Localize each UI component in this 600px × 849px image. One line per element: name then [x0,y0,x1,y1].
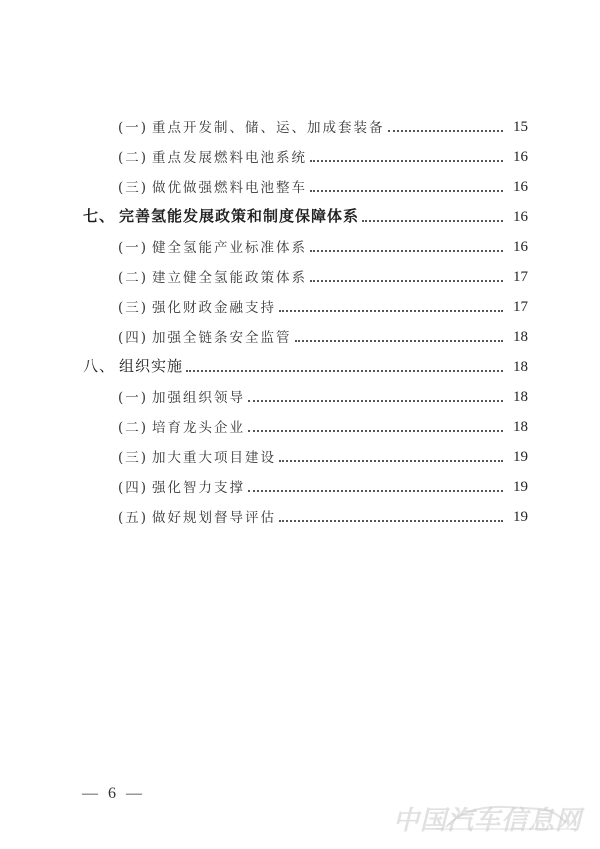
dot-leader [248,490,503,492]
toc-title: 加强组织领导 [152,390,246,406]
dot-leader [388,130,503,132]
toc-row[interactable] [0,502,600,526]
dot-leader [362,220,503,222]
toc-row-section[interactable] [0,352,600,376]
toc-number: 七、 [83,207,116,225]
toc-row[interactable] [0,442,600,466]
toc-number: (三) [118,300,149,316]
dot-leader [248,430,503,432]
toc-number: (二) [118,270,149,286]
toc-page-number: 18 [513,419,528,435]
toc-number: (三) [118,450,149,466]
toc-page-number: 16 [513,149,528,165]
toc-number: (一) [118,240,149,256]
toc-row[interactable] [0,232,600,256]
dot-leader [279,310,503,312]
dot-leader [310,280,503,282]
toc-row[interactable] [0,382,600,406]
toc-page-number: 16 [513,179,528,195]
dot-leader [248,400,503,402]
toc-row[interactable] [0,172,600,196]
toc-row[interactable] [0,142,600,166]
toc-number: 八、 [83,357,116,375]
toc-page-number: 18 [513,329,528,345]
toc-page-number: 17 [513,269,528,285]
toc-row[interactable] [0,112,600,136]
toc-page-number: 16 [513,209,528,225]
toc-row[interactable] [0,472,600,496]
dot-leader [186,370,503,372]
toc-page-number: 19 [513,449,528,465]
toc-number: (一) [118,390,149,406]
toc-title: 强化智力支撑 [152,480,246,496]
toc-row[interactable] [0,262,600,286]
toc-number: (二) [118,420,149,436]
dot-leader [279,460,503,462]
toc-number: (四) [118,330,149,346]
toc-title: 健全氢能产业标准体系 [152,240,308,256]
toc-page-number: 15 [513,119,528,135]
dot-leader [279,520,503,522]
toc-title: 重点发展燃料电池系统 [152,150,308,166]
dot-leader [310,250,503,252]
toc-page-number: 18 [513,389,528,405]
toc-title: 强化财政金融支持 [152,300,277,316]
toc-page-number: 16 [513,239,528,255]
toc-page-number: 18 [513,359,528,375]
toc-title: 加强全链条安全监管 [152,330,292,346]
toc-title: 建立健全氢能政策体系 [152,270,308,286]
dot-leader [310,190,503,192]
toc-number: (三) [118,180,149,196]
toc-title: 组织实施 [119,357,184,375]
toc-title: 重点开发制、储、运、加成套装备 [152,120,385,136]
toc-page-number: 19 [513,479,528,495]
toc-title: 加大重大项目建设 [152,450,277,466]
toc-number: (一) [118,120,149,136]
watermark-logo [376,797,586,841]
toc-number: (二) [118,150,149,166]
toc-number: (四) [118,480,149,496]
toc-title: 做优做强燃料电池整车 [152,180,308,196]
toc-page-number: 17 [513,299,528,315]
watermark-text: 中国汽车信息网 [392,806,582,836]
toc-row-section[interactable] [0,202,600,226]
page-number-footer: — 6 — [82,785,145,802]
dot-leader [310,160,503,162]
toc-title: 培育龙头企业 [152,420,246,436]
toc-title: 做好规划督导评估 [152,510,277,526]
toc-row[interactable] [0,292,600,316]
dot-leader [295,340,503,342]
toc-row[interactable] [0,412,600,436]
toc-title: 完善氢能发展政策和制度保障体系 [119,207,360,225]
toc-page-number: 19 [513,509,528,525]
toc-number: (五) [118,510,149,526]
toc-row[interactable] [0,322,600,346]
